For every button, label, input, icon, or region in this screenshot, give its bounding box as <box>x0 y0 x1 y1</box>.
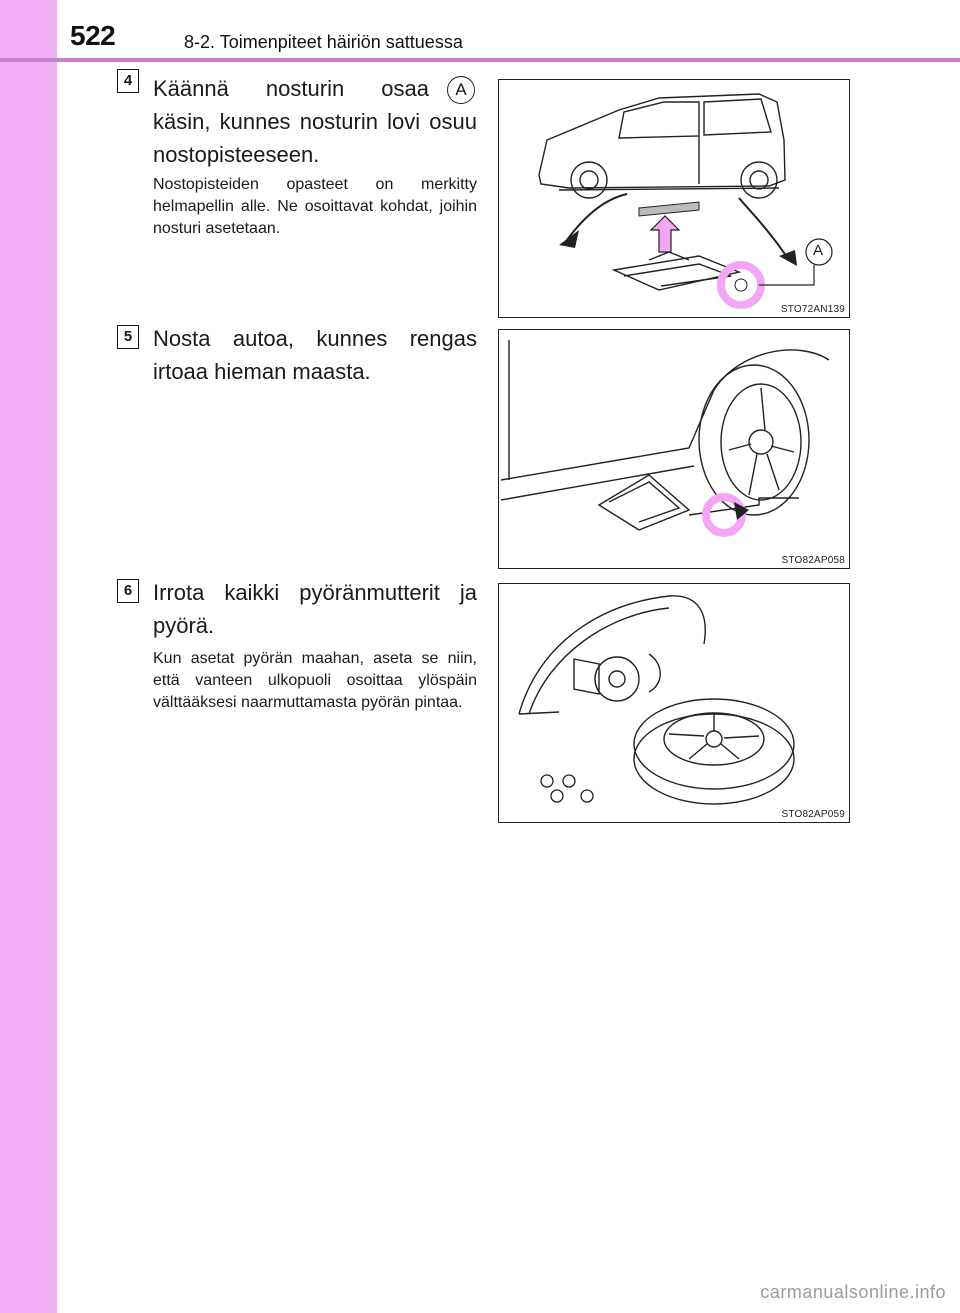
figure-lift-car <box>498 329 850 569</box>
step-number-4: 4 <box>117 69 139 93</box>
watermark: carmanualsonline.info <box>760 1282 946 1302</box>
lift-car-illustration <box>499 330 850 569</box>
header-rule <box>0 58 960 62</box>
step-5-text: Nosta autoa, kunnes rengas irtoaa hieman maasta. <box>153 326 477 384</box>
step-4-note: Nostopisteiden opasteet on merkitty helmapellin alle. Ne osoittavat kohdat, joihin nosturi asetetaan. <box>153 176 477 237</box>
figure-remove-wheel <box>498 583 850 823</box>
step-number-5: 5 <box>117 325 139 349</box>
step-4-text: käsin, kunnes nosturin lovi osuu nostopisteeseen. <box>153 109 477 167</box>
step-6-text: Irrota kaikki pyöränmutterit ja pyörä. <box>153 580 477 638</box>
step-6-note: Kun asetat pyörän maahan, aseta se niin, että vanteen ulkopuoli osoittaa ylöspäin välttääksesi naarmuttamasta pyörän pintaa. <box>153 650 477 711</box>
car-jack-illustration <box>499 80 850 318</box>
figure-jack-under-car <box>498 79 850 318</box>
callout-a-label: A <box>447 76 475 104</box>
figure-code: STO72AN139 <box>780 304 845 315</box>
figure-code: STO82AP058 <box>781 555 845 566</box>
step-number-6: 6 <box>117 579 139 603</box>
section-title: 8-2. Toimenpiteet häiriön sattuessa <box>184 32 463 52</box>
remove-wheel-illustration <box>499 584 850 823</box>
figure-code: STO82AP059 <box>781 809 845 820</box>
chapter-sidebar <box>0 0 57 1313</box>
figure-callout-a: A <box>812 242 823 259</box>
page-number: 522 <box>70 20 116 51</box>
step-4-text-line1: Käännä nosturin osaa <box>153 76 429 101</box>
